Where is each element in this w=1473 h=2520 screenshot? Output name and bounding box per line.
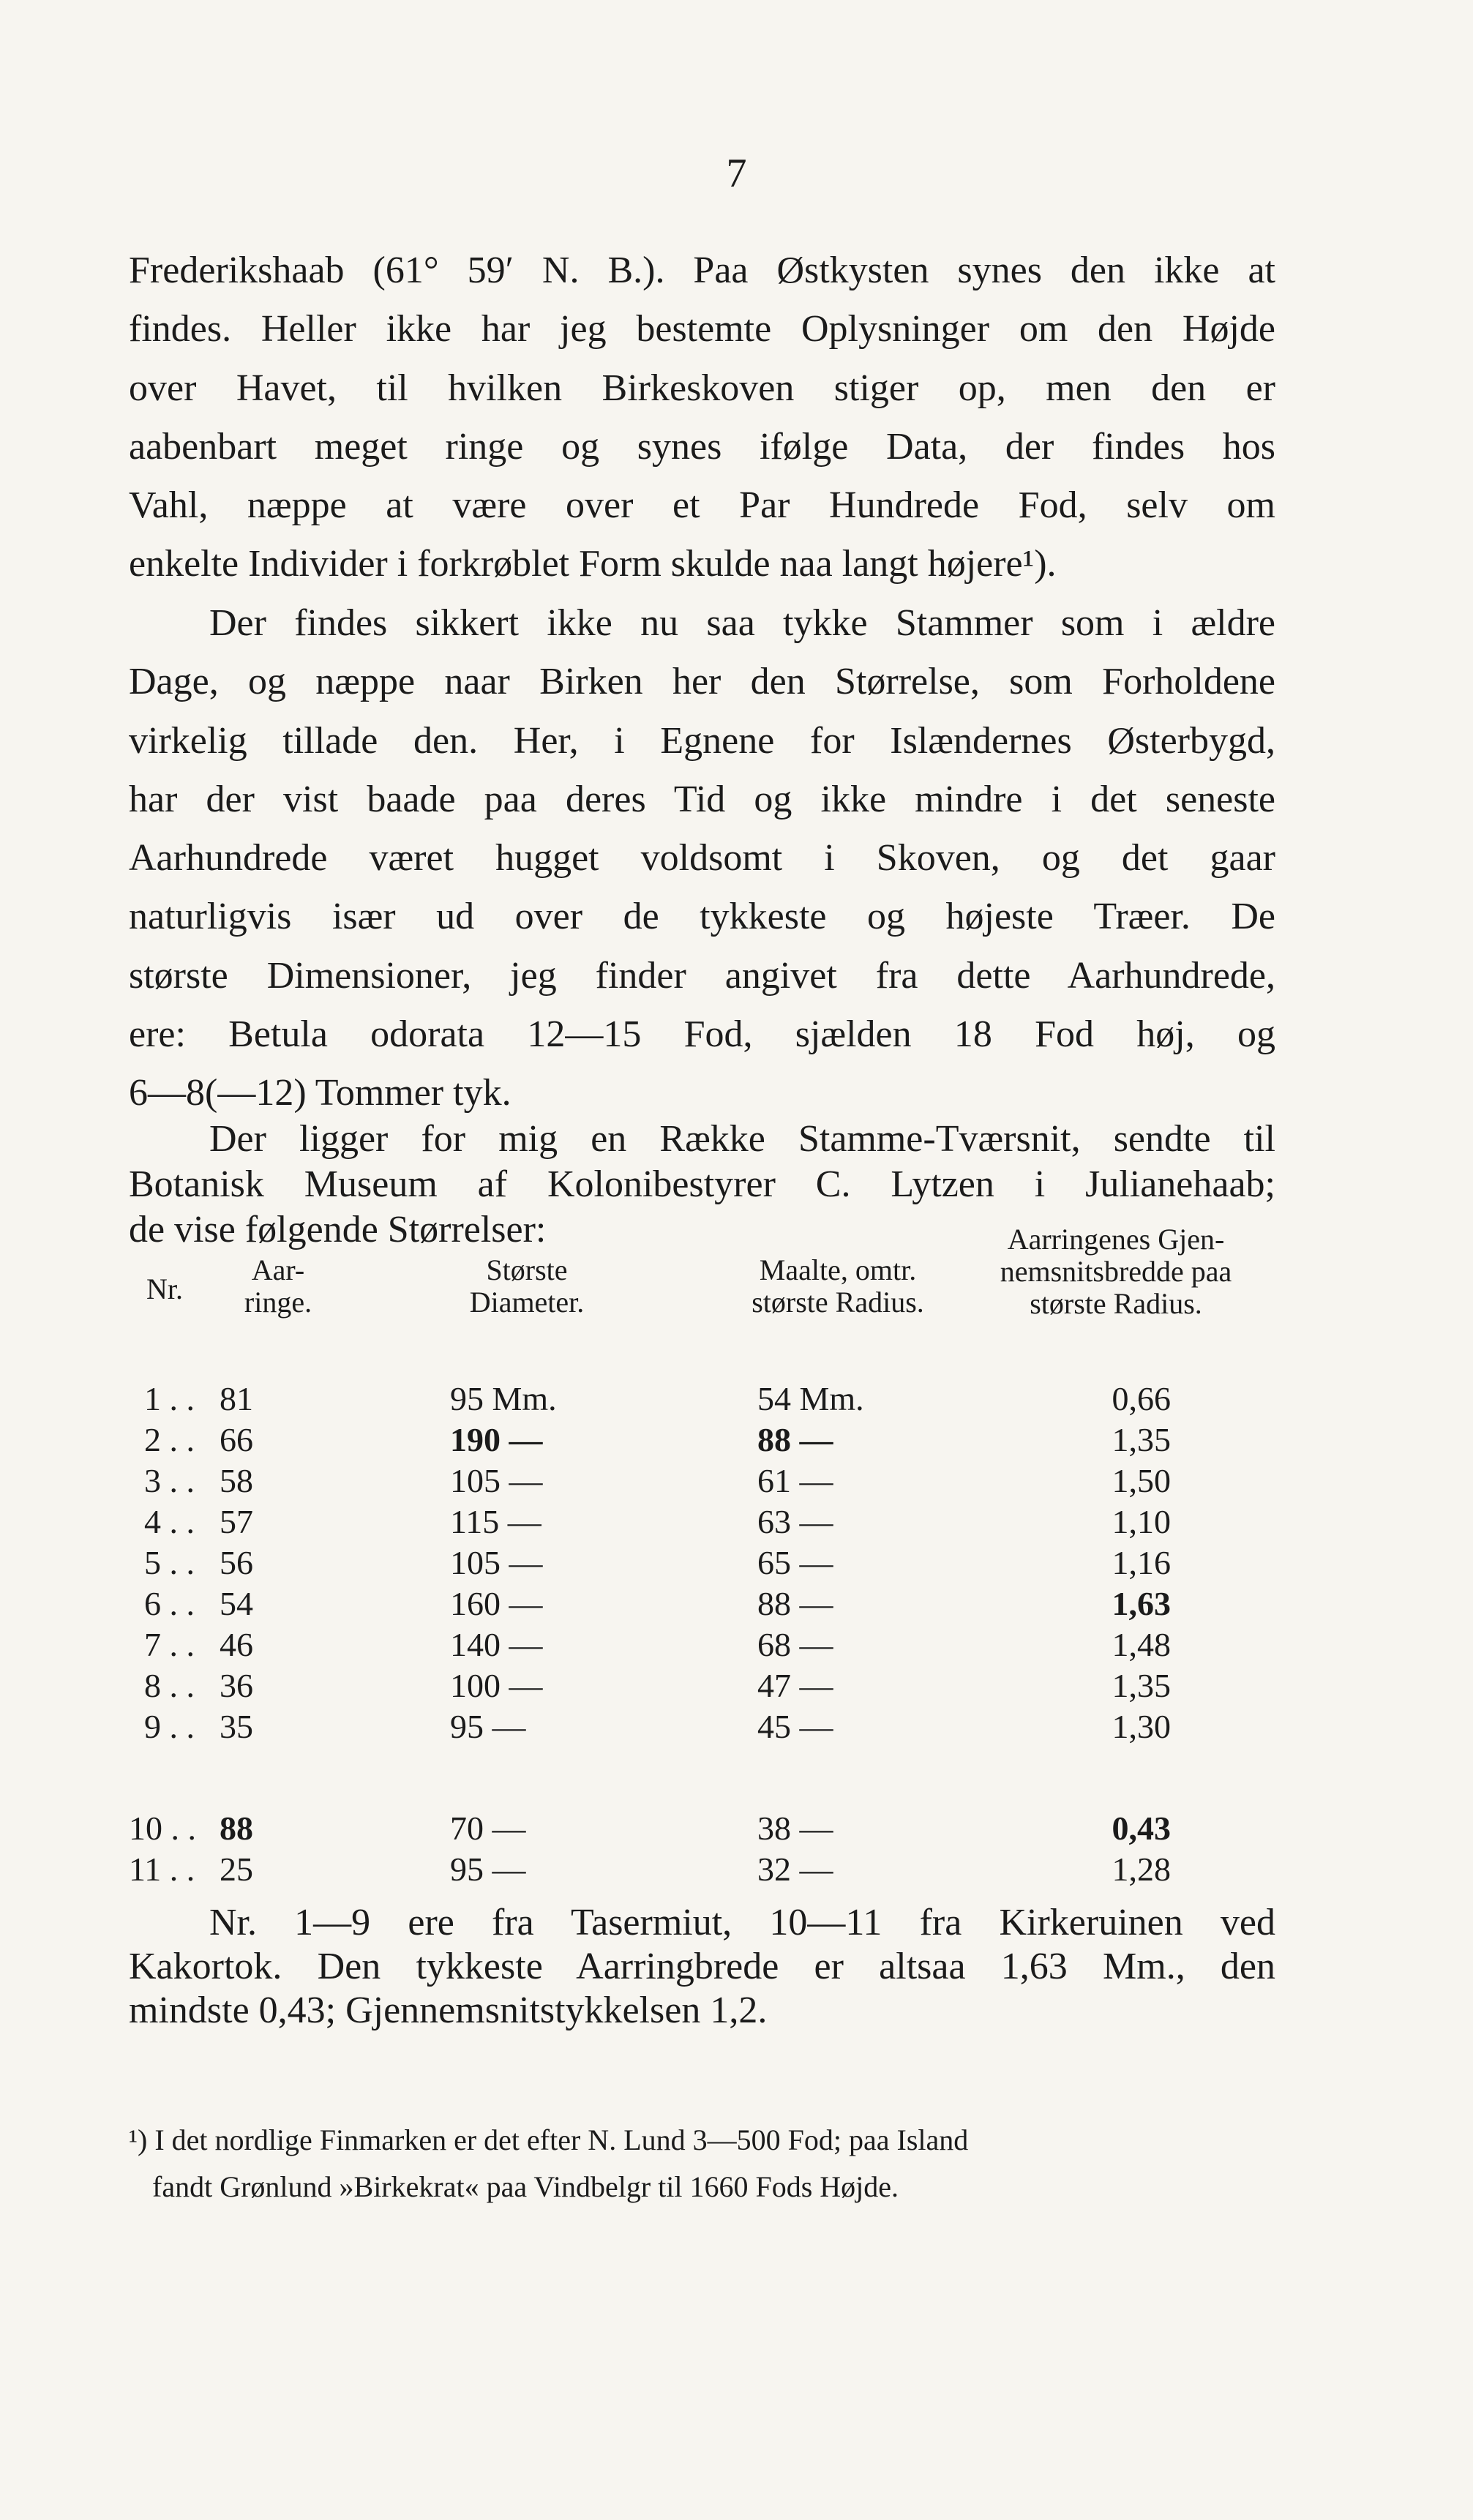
cell-radius: 61 —: [757, 1462, 833, 1499]
header-radius-line2: største Radius.: [752, 1286, 924, 1319]
text-line: Botanisk Museum af Kolonibestyrer C. Lytzen i Julianehaab;: [129, 1163, 1275, 1205]
cell-nr: 8 . .: [144, 1667, 195, 1704]
cell-rings: 54: [220, 1585, 253, 1622]
cell-diameter: 95 —: [450, 1708, 526, 1745]
cell-nr: 4 . .: [144, 1503, 195, 1540]
cell-ratio: 1,10: [1112, 1503, 1171, 1540]
table-row: [0, 1850, 1473, 1891]
table-row: [0, 1420, 1473, 1461]
cell-ratio: 1,28: [1112, 1850, 1171, 1888]
cell-diameter: 105 —: [450, 1462, 543, 1499]
text-line: Dage, og næppe naar Birken her den Størrelse, som Forholdene: [129, 661, 1275, 703]
header-ratio-line3: største Radius.: [1030, 1287, 1202, 1320]
table-row: [0, 1502, 1473, 1543]
text-line: over Havet, til hvilken Birkeskoven stiger op, men den er: [129, 367, 1275, 409]
header-rings-line1: Aar-: [251, 1253, 305, 1286]
header-rings-line2: ringe.: [244, 1286, 312, 1319]
cell-nr: 2 . .: [144, 1421, 195, 1458]
cell-ratio: 1,35: [1112, 1667, 1171, 1704]
cell-ratio: 0,43: [1112, 1810, 1171, 1847]
cell-nr: 7 . .: [144, 1626, 195, 1663]
cell-radius: 88 —: [757, 1421, 833, 1458]
text-line: ere: Betula odorata 12—15 Fod, sjælden 18 Fod høj, og: [129, 1013, 1275, 1056]
cell-nr: 9 . .: [144, 1708, 195, 1745]
cell-diameter: 95 Mm.: [450, 1380, 557, 1417]
cell-nr: 5 . .: [144, 1544, 195, 1581]
header-diameter-line2: Diameter.: [469, 1286, 585, 1319]
cell-diameter: 105 —: [450, 1544, 543, 1581]
cell-ratio: 1,35: [1112, 1421, 1171, 1458]
header-diameter: [432, 1254, 622, 1319]
text-line: Aarhundrede været hugget voldsomt i Skoven, og det gaar: [129, 837, 1275, 880]
header-radius: [717, 1254, 959, 1319]
footnote-line: ¹) I det nordlige Finmarken er det efter N. Lund 3—500 Fod; paa Island: [129, 2123, 969, 2156]
cell-nr: 1 . .: [144, 1380, 195, 1417]
text-line: aabenbart meget ringe og synes ifølge Data, der findes hos: [129, 425, 1275, 468]
text-line: Der findes sikkert ikke nu saa tykke Stammer som i ældre: [209, 602, 1275, 644]
text-line: Kakortok. Den tykkeste Aarringbrede er altsaa 1,63 Mm., den: [129, 1946, 1275, 1987]
text-line: 6—8(—12) Tommer tyk.: [129, 1072, 511, 1114]
cell-radius: 65 —: [757, 1544, 833, 1581]
text-line: største Dimensioner, jeg finder angivet fra dette Aarhundrede,: [129, 954, 1275, 997]
header-nr: [132, 1273, 198, 1305]
text-line: Der ligger for mig en Række Stamme-Tværsnit, sendte til: [209, 1118, 1275, 1160]
header-ratio-line2: nemsnitsbredde paa: [1000, 1255, 1232, 1288]
table-row: [0, 1625, 1473, 1666]
cell-rings: 66: [220, 1421, 253, 1458]
cell-ratio: 1,48: [1112, 1626, 1171, 1663]
cell-diameter: 160 —: [450, 1585, 543, 1622]
cell-radius: 38 —: [757, 1810, 833, 1847]
cell-radius: 88 —: [757, 1585, 833, 1622]
paragraph-2: [129, 594, 1275, 1123]
cell-nr: 10 . .: [129, 1810, 196, 1847]
table-row: [0, 1379, 1473, 1420]
cell-ratio: 1,30: [1112, 1708, 1171, 1745]
paragraph-1: [129, 241, 1275, 594]
cell-ratio: 1,50: [1112, 1462, 1171, 1499]
cell-radius: 45 —: [757, 1708, 833, 1745]
footnote-line: fandt Grønlund »Birkekrat« paa Vindbelgr til 1660 Fods Højde.: [152, 2170, 899, 2203]
header-nr-label: Nr.: [146, 1272, 183, 1305]
cell-ratio: 0,66: [1112, 1380, 1171, 1417]
cell-diameter: 70 —: [450, 1810, 526, 1847]
table-row: [0, 1584, 1473, 1625]
text-line: enkelte Individer i forkrøblet Form skulde naa langt højere¹).: [129, 543, 1057, 585]
cell-rings: 35: [220, 1708, 253, 1745]
text-line: Nr. 1—9 ere fra Tasermiut, 10—11 fra Kirkeruinen ved: [209, 1902, 1275, 1943]
cell-rings: 88: [220, 1810, 253, 1847]
header-radius-line1: Maalte, omtr.: [759, 1253, 917, 1286]
cell-rings: 25: [220, 1850, 253, 1888]
cell-diameter: 100 —: [450, 1667, 543, 1704]
table-row: [0, 1543, 1473, 1584]
text-line: findes. Heller ikke har jeg bestemte Oplysninger om den Højde: [129, 308, 1275, 350]
cell-diameter: 190 —: [450, 1421, 543, 1458]
table-row: [0, 1707, 1473, 1748]
cell-rings: 58: [220, 1462, 253, 1499]
cell-diameter: 140 —: [450, 1626, 543, 1663]
table-row: [0, 1666, 1473, 1707]
text-line: har der vist baade paa deres Tid og ikke mindre i det seneste: [129, 778, 1275, 820]
page-number: 7: [726, 151, 747, 196]
cell-rings: 57: [220, 1503, 253, 1540]
text-line: Vahl, næppe at være over et Par Hundrede Fod, selv om: [129, 484, 1275, 527]
text-line: Frederikshaab (61° 59′ N. B.). Paa Østkysten synes den ikke at: [129, 250, 1275, 291]
cell-radius: 68 —: [757, 1626, 833, 1663]
cell-ratio: 1,16: [1112, 1544, 1171, 1581]
cell-radius: 54 Mm.: [757, 1380, 864, 1417]
cell-rings: 36: [220, 1667, 253, 1704]
footnote: [129, 2117, 1275, 2210]
text-line: virkelig tillade den. Her, i Egnene for Islændernes Østerbygd,: [129, 719, 1275, 762]
cell-radius: 47 —: [757, 1667, 833, 1704]
cell-nr: 6 . .: [144, 1585, 195, 1622]
text-line: de vise følgende Størrelser:: [129, 1209, 547, 1250]
cell-radius: 63 —: [757, 1503, 833, 1540]
cell-ratio: 1,63: [1112, 1585, 1171, 1622]
text-line: naturligvis især ud over de tykkeste og højeste Træer. De: [129, 896, 1275, 938]
table-row: [0, 1461, 1473, 1502]
cell-diameter: 95 —: [450, 1850, 526, 1888]
cell-rings: 56: [220, 1544, 253, 1581]
cell-nr: 3 . .: [144, 1462, 195, 1499]
header-ratio-line1: Aarringenes Gjen-: [1007, 1223, 1225, 1256]
text-line: mindste 0,43; Gjennemsnitstykkelsen 1,2.: [129, 1990, 768, 2031]
cell-diameter: 115 —: [450, 1503, 541, 1540]
header-rings: [212, 1254, 344, 1319]
cell-rings: 46: [220, 1626, 253, 1663]
cell-rings: 81: [220, 1380, 253, 1417]
paragraph-4: [129, 1901, 1275, 2033]
cell-radius: 32 —: [757, 1850, 833, 1888]
header-ratio: [959, 1223, 1273, 1320]
cell-nr: 11 . .: [129, 1850, 195, 1888]
table-row: [0, 1809, 1473, 1850]
header-diameter-line1: Største: [486, 1253, 568, 1286]
